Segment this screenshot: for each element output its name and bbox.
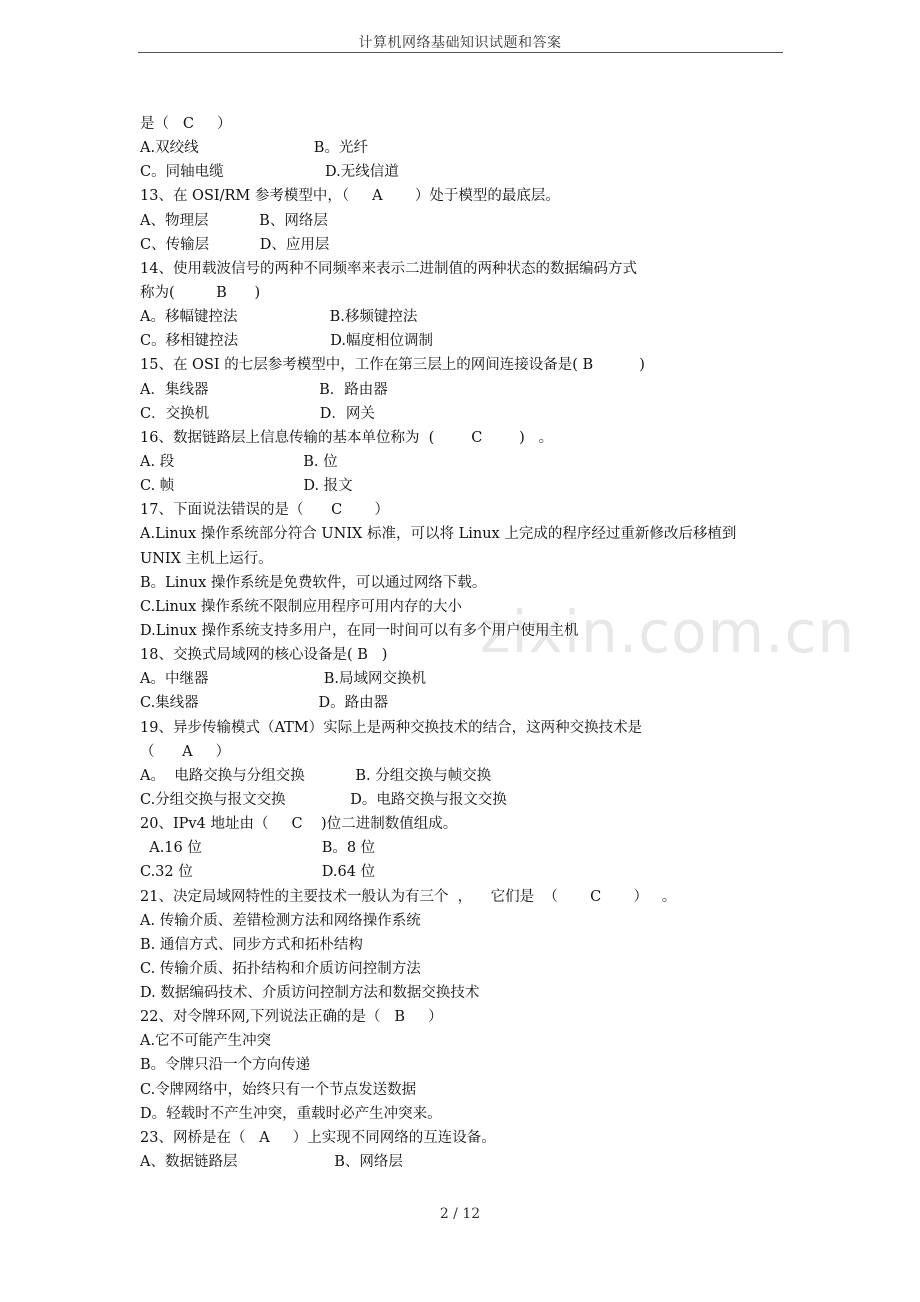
text-line: C、传输层 D、应用层 bbox=[140, 236, 330, 253]
text-line: A.它不可能产生冲突 bbox=[140, 1033, 272, 1050]
text-line: 21、决定局域网特性的主要技术一般认为有三个 ， 它们是 （ C ） 。 bbox=[140, 888, 677, 905]
text-line: A.双绞线 B。光纤 bbox=[140, 140, 368, 157]
text-line: C．交换机 D．网关 bbox=[140, 405, 375, 422]
text-line: C.32 位 D.64 位 bbox=[140, 864, 376, 881]
text-line: A. 段 B. 位 bbox=[140, 453, 338, 470]
text-line: 17、下面说法错误的是（ C ） bbox=[140, 502, 389, 519]
text-line: A．集线器 B．路由器 bbox=[140, 381, 388, 398]
header-divider bbox=[138, 52, 783, 53]
page-number: 2 / 12 bbox=[439, 1206, 481, 1222]
text-line: C。移相键控法 D.幅度相位调制 bbox=[140, 333, 433, 350]
text-line: 是（ C ） bbox=[140, 116, 232, 132]
text-line: B。令牌只沿一个方向传递 bbox=[140, 1057, 311, 1074]
text-line: A。移幅键控法 B.移频键控法 bbox=[140, 309, 418, 326]
text-line: C.分组交换与报文交换 D。电路交换与报文交换 bbox=[140, 791, 507, 808]
text-line: 20、IPv4 地址由（ C )位二进制数值组成。 bbox=[140, 816, 458, 833]
text-line: C. 传输介质、拓扑结构和介质访问控制方法 bbox=[140, 960, 421, 977]
text-line: 18、交换式局域网的核心设备是( B ) bbox=[140, 647, 388, 664]
text-line: A.Linux 操作系统部分符合 UNIX 标准，可以将 Linux 上完成的程序经过重新修改后移植到 bbox=[140, 526, 737, 543]
text-line: A。 电路交换与分组交换 B. 分组交换与帧交换 bbox=[140, 767, 492, 784]
text-line: D. 数据编码技术、介质访问控制方法和数据交换技术 bbox=[140, 985, 480, 1002]
document-body bbox=[140, 112, 785, 1174]
watermark: zixin.com.cn bbox=[480, 598, 856, 666]
text-line: A. 传输介质、差错检测方法和网络操作系统 bbox=[140, 912, 421, 929]
text-line: 15、在 OSI 的七层参考模型中，工作在第三层上的网间连接设备是( B ) bbox=[140, 357, 645, 374]
text-line: C. 帧 D. 报文 bbox=[140, 478, 353, 495]
text-line: C.令牌网络中，始终只有一个节点发送数据 bbox=[140, 1081, 417, 1098]
text-line: 13、在 OSI/RM 参考模型中，（ A ）处于模型的最底层。 bbox=[140, 188, 560, 205]
text-line: A。中继器 B.局域网交换机 bbox=[140, 671, 426, 688]
text-line: D.Linux 操作系统支持多用户，在同一时间可以有多个用户使用主机 bbox=[140, 622, 579, 639]
page-header-title: 计算机网络基础知识试题和答案 bbox=[358, 35, 562, 51]
text-line: C.集线器 D。路由器 bbox=[140, 695, 389, 712]
text-line: A.16 位 B。8 位 bbox=[140, 840, 376, 857]
text-line: 22、对令牌环网,下列说法正确的是（ B ） bbox=[140, 1009, 443, 1026]
text-line: D。轻载时不产生冲突，重载时必产生冲突来。 bbox=[140, 1105, 442, 1122]
text-line: C.Linux 操作系统不限制应用程序可用内存的大小 bbox=[140, 598, 462, 615]
text-line: C。同轴电缆 D.无线信道 bbox=[140, 164, 399, 181]
text-line: UNIX 主机上运行。 bbox=[140, 550, 273, 567]
text-line: B。Linux 操作系统是免费软件，可以通过网络下载。 bbox=[140, 574, 487, 591]
text-line: B. 通信方式、同步方式和拓朴结构 bbox=[140, 936, 363, 953]
text-line: 14、使用载波信号的两种不同频率来表示二进制值的两种状态的数据编码方式 bbox=[140, 260, 637, 277]
text-line: 16、数据链路层上信息传输的基本单位称为 ( C ) 。 bbox=[140, 429, 554, 446]
text-line: A、物理层 B、网络层 bbox=[140, 212, 328, 229]
text-line: （ A ） bbox=[140, 743, 231, 760]
text-line: 23、网桥是在（ A ）上实现不同网络的互连设备。 bbox=[140, 1129, 496, 1146]
text-line: A、数据链路层 B、网络层 bbox=[140, 1154, 403, 1171]
text-line: 称为( B ) bbox=[140, 284, 261, 301]
text-line: 19、异步传输模式（ATM）实际上是两种交换技术的结合，这两种交换技术是 bbox=[140, 719, 643, 736]
